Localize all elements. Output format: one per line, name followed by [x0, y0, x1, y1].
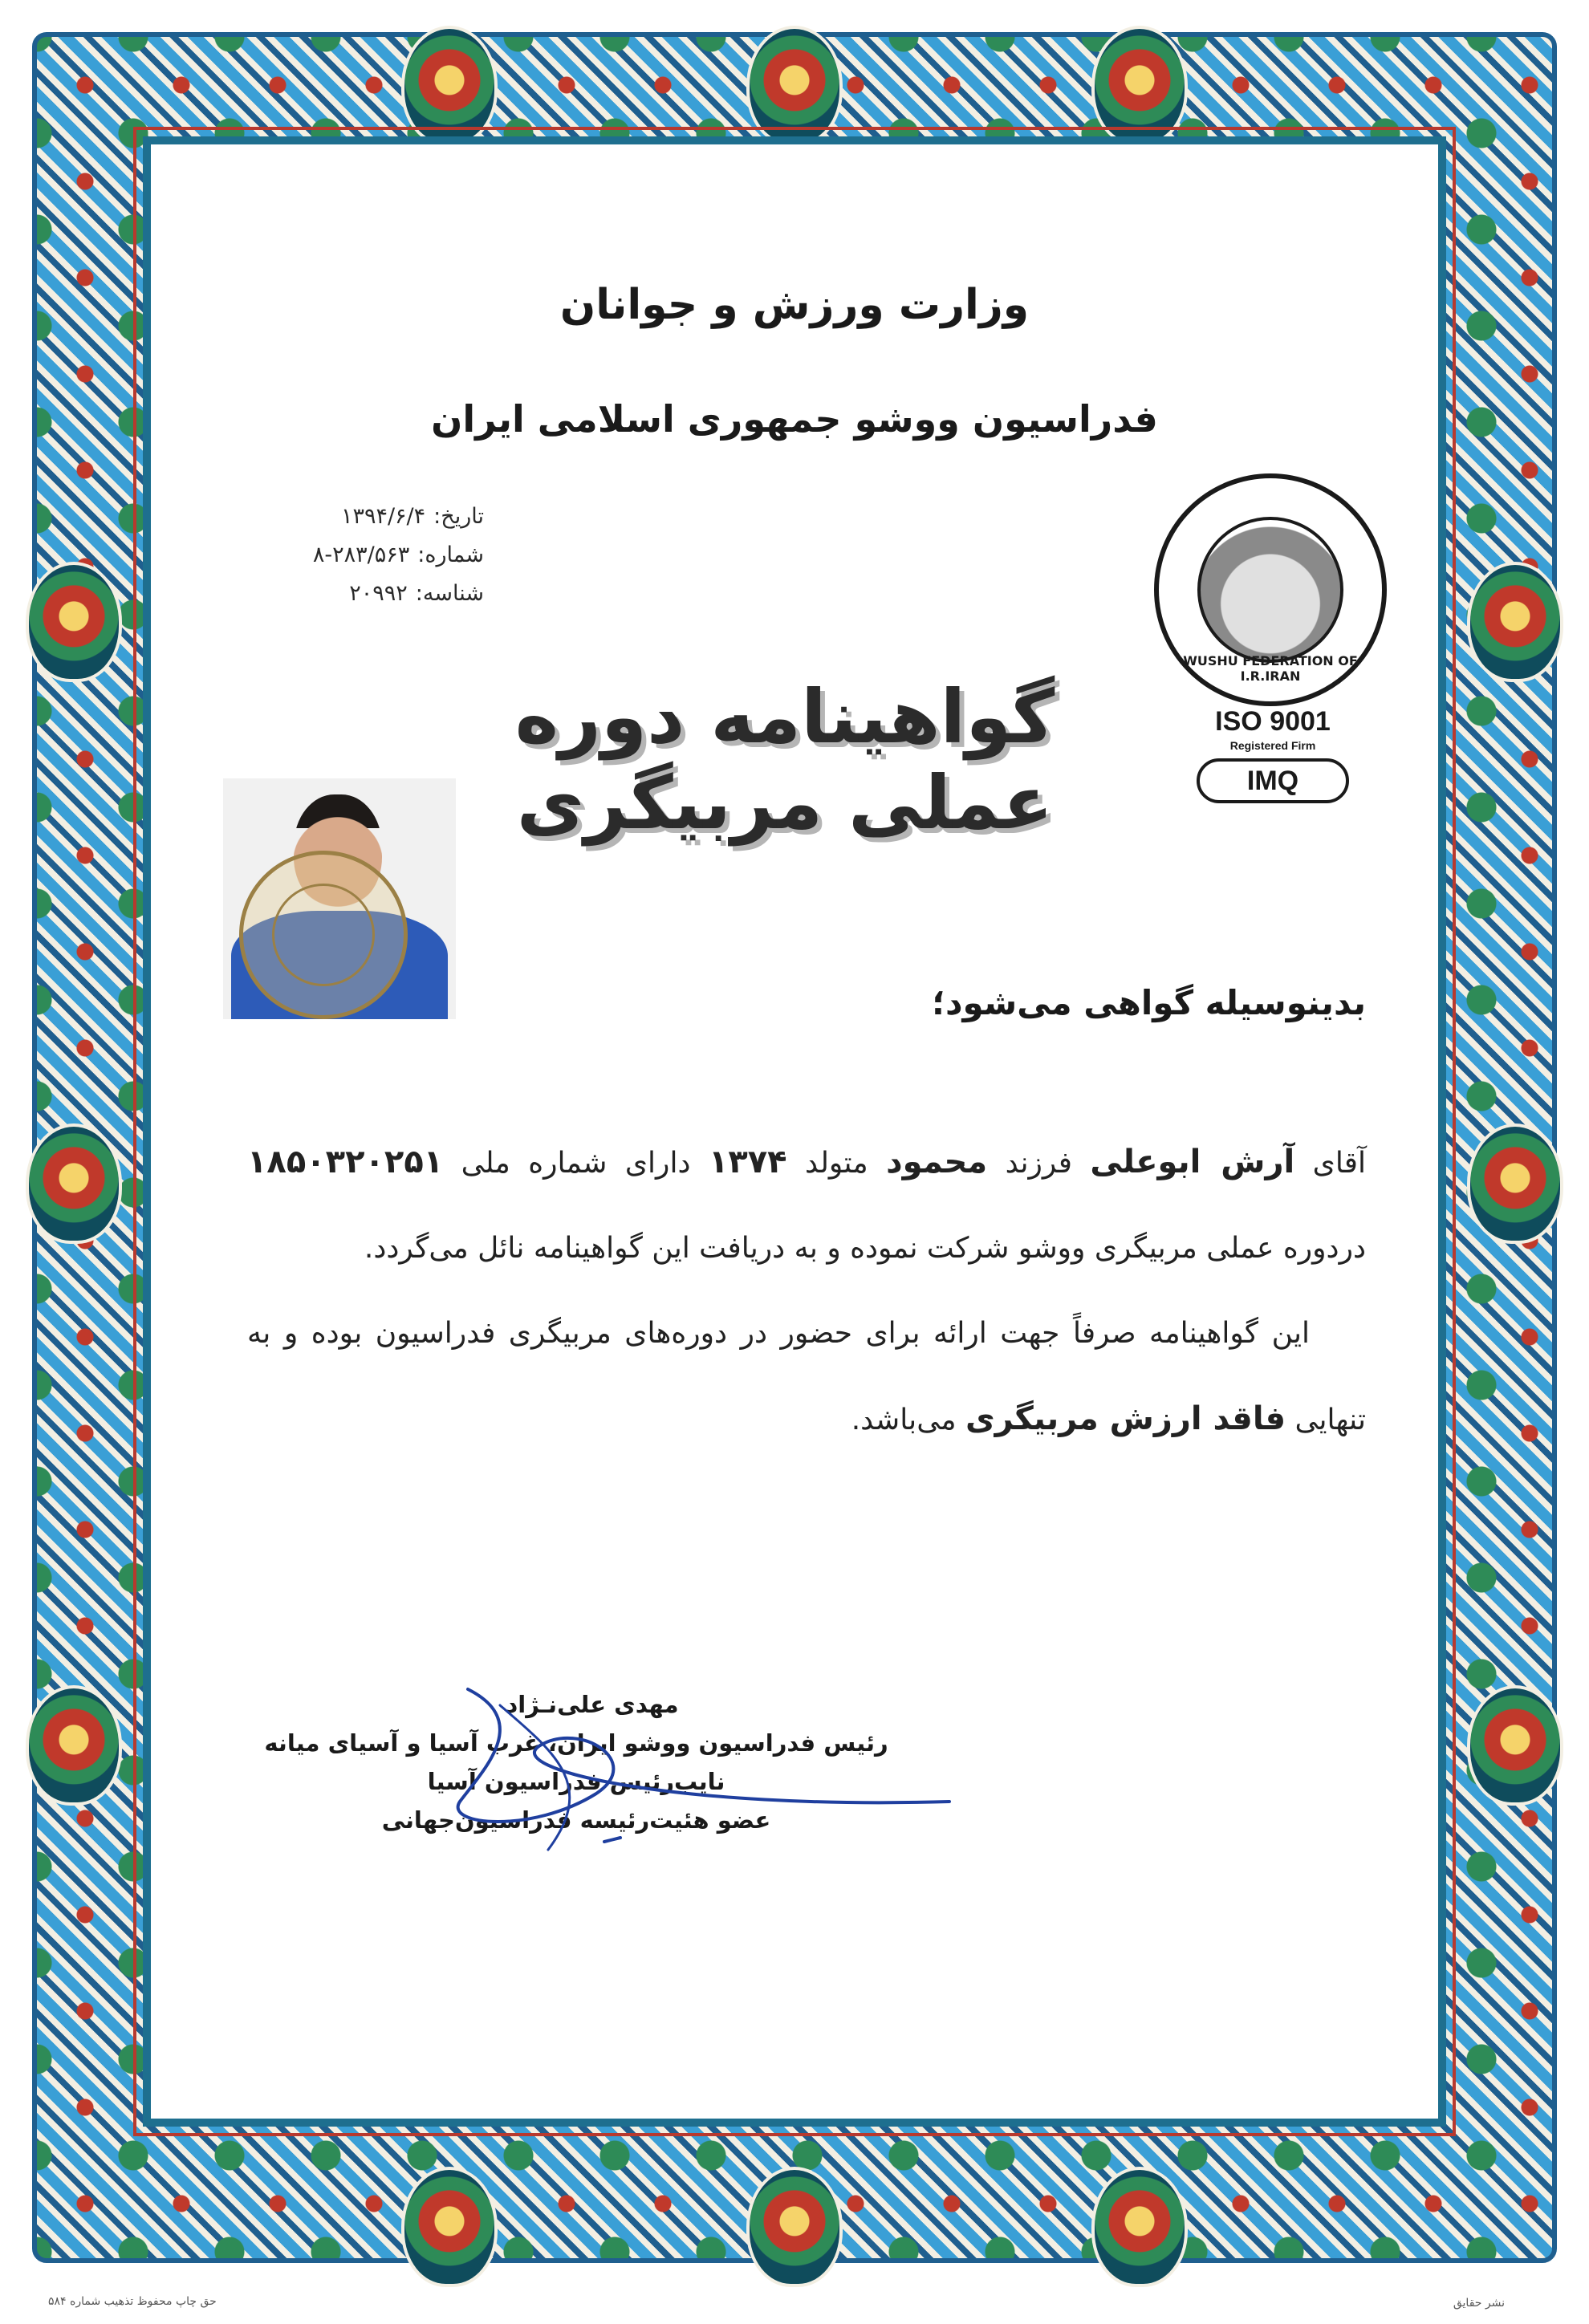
border-medallion — [401, 26, 498, 146]
seal-text: WUSHU FEDERATION OF I.R.IRAN — [1183, 653, 1358, 684]
date-row — [227, 498, 484, 536]
body-text: دارای شماره ملی — [461, 1147, 691, 1180]
border-medallion — [1467, 1123, 1563, 1244]
footer-copyright: حق چاپ محفوظ تذهیب شماره ۵۸۴ — [48, 2295, 217, 2308]
border-medallion — [746, 26, 843, 146]
border-medallion — [1467, 1685, 1563, 1806]
body-bold-phrase: فاقد ارزش مربیگری — [965, 1400, 1286, 1437]
certificate-content — [151, 144, 1438, 2119]
ministry-heading: وزارت ورزش و جوانان — [559, 281, 1030, 329]
signature-block — [255, 1685, 897, 1839]
body-text: می‌باشد. — [851, 1404, 957, 1436]
birth-year: ۱۳۷۴ — [708, 1144, 787, 1180]
photo-stamp — [239, 851, 408, 1019]
number-value: ۸-۲۸۳/۵۶۳ — [312, 542, 410, 567]
id-label: شناسه: — [415, 581, 484, 606]
body-text: آقای — [1312, 1147, 1367, 1180]
border-medallion — [26, 562, 122, 682]
certificate-body — [247, 1119, 1366, 1463]
signatory-name: مهدی علی‌نـژاد — [506, 1691, 679, 1718]
federation-seal — [1154, 473, 1387, 706]
holder-name: آرش ابوعلی — [1090, 1144, 1295, 1180]
reference-block — [227, 498, 484, 613]
number-label: شماره: — [417, 542, 484, 567]
iso-subtitle: Registered Firm — [1229, 739, 1316, 752]
border-medallion — [26, 1685, 122, 1806]
photo-stamp-emblem — [272, 884, 375, 986]
iso-title: ISO 9001 — [1215, 706, 1331, 737]
body-paragraph-1 — [247, 1119, 1366, 1291]
federation-heading: فدراسیون ووشو جمهوری اسلامی ایران — [431, 397, 1158, 441]
body-text: فرزند — [1005, 1147, 1072, 1180]
signatory-title-3: عضو هئیت‌رئیسه فدراسیون‌جهانی — [381, 1806, 771, 1834]
footer-publisher: نشر حقایق — [1453, 2297, 1505, 2310]
id-value: ۲۰۹۹۲ — [349, 581, 408, 606]
seal-emblem — [1197, 517, 1343, 663]
body-text: این گواهینامه صرفاً جهت ارائه برای حضور در دوره‌های مربیگری فدراسیون بوده و به تنهایی — [247, 1317, 1366, 1436]
border-medallion — [26, 1123, 122, 1244]
certificate-title: گواهینامه دوره عملی مربیگری — [514, 674, 1055, 846]
body-paragraph-2 — [247, 1291, 1366, 1463]
body-text: متولد — [805, 1147, 868, 1180]
signatory-title-1: رئیس فدراسیون ووشو ایران، غرب آسیا و آسیای میانه — [264, 1729, 888, 1757]
number-row — [227, 536, 484, 575]
border-medallion — [401, 2167, 498, 2287]
certification-greeting: بدینوسیله گواهی می‌شود؛ — [932, 983, 1366, 1022]
imq-badge: IMQ — [1197, 758, 1349, 803]
father-name: محمود — [886, 1144, 988, 1180]
border-medallion — [1467, 562, 1563, 682]
signatory-title-2: نایب‌رئیس فدراسیون آسیا — [427, 1768, 725, 1795]
iso-certification — [1177, 706, 1369, 803]
id-row — [227, 575, 484, 613]
national-id: ۱۸۵۰۳۲۰۲۵۱ — [247, 1144, 444, 1180]
date-label: تاریخ: — [433, 504, 484, 529]
border-medallion — [1091, 2167, 1188, 2287]
body-text: دردوره عملی مربیگری ووشو شرکت نموده و به دریافت این گواهینامه نائل می‌گردد. — [364, 1232, 1366, 1265]
border-medallion — [1091, 26, 1188, 146]
border-medallion — [746, 2167, 843, 2287]
date-value: ۱۳۹۴/۶/۴ — [340, 504, 426, 529]
